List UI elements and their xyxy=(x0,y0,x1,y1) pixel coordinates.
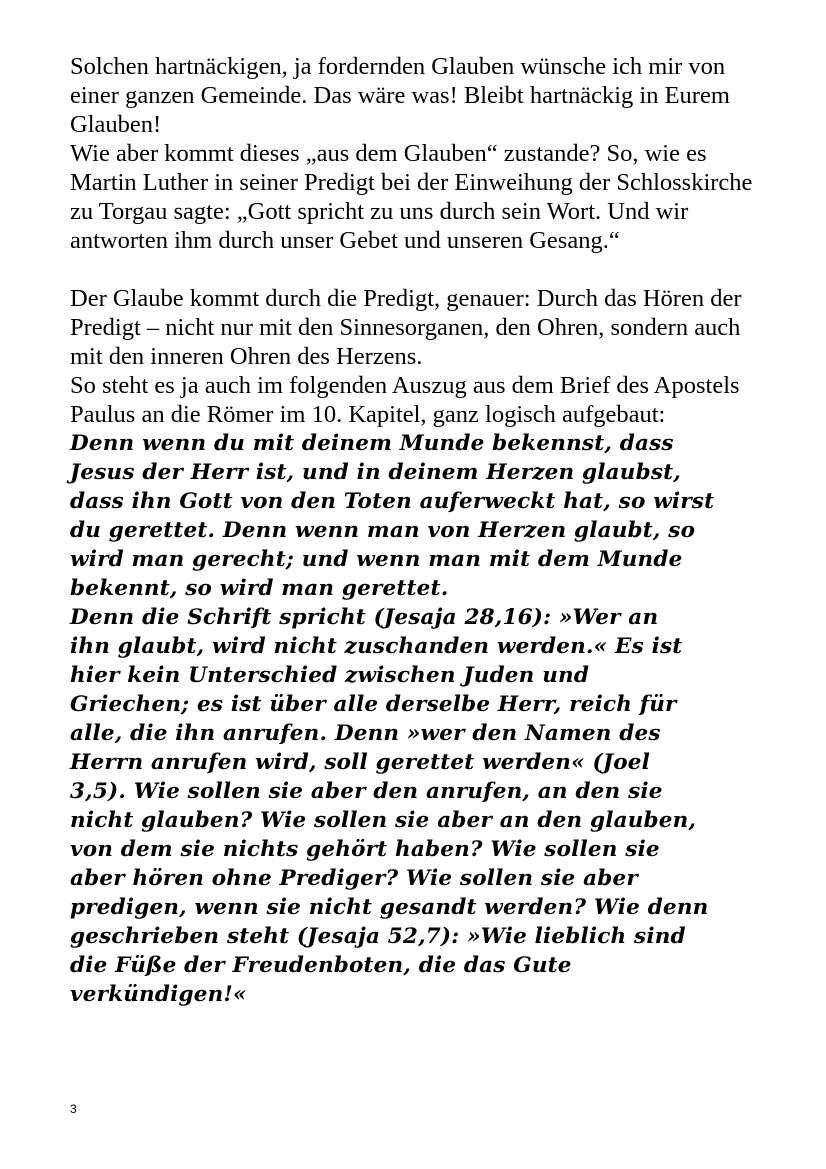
text-line: Predigt – nicht nur mit den Sinnesorganen, den Ohren, sondern auch xyxy=(70,314,741,341)
quote-line: die Füße der Freudenboten, die das Gute xyxy=(70,953,572,978)
quote-line: Griechen; es ist über alle derselbe Herr, reich für xyxy=(70,692,677,717)
quote-line: aber hören ohne Prediger? Wie sollen sie aber xyxy=(70,866,638,891)
quote-line: du gerettet. Denn wenn man von Herzen glaubt, so xyxy=(70,518,696,543)
text-line: Solchen hartnäckigen, ja fordernden Glauben wünsche ich mir von xyxy=(70,53,726,80)
quote-line: von dem sie nichts gehört haben? Wie sollen sie xyxy=(70,837,660,862)
quote-line: 3,5). Wie sollen sie aber den anrufen, an den sie xyxy=(70,779,663,804)
text-line: zu Torgau sagte: „Gott spricht zu uns durch sein Wort. Und wir xyxy=(70,198,689,225)
text-line: Paulus an die Römer im 10. Kapitel, ganz logisch aufgebaut: xyxy=(70,401,666,428)
page-content xyxy=(70,52,780,1009)
bible-quote xyxy=(70,429,780,1009)
quote-line: nicht glauben? Wie sollen sie aber an den glauben, xyxy=(70,808,697,833)
quote-line: bekennt, so wird man gerettet. xyxy=(70,576,449,601)
quote-line: Jesus der Herr ist, und in deinem Herzen glaubst, xyxy=(70,460,681,485)
quote-line: ihn glaubt, wird nicht zuschanden werden.« Es ist xyxy=(70,634,683,659)
quote-line: Herrn anrufen wird, soll gerettet werden« (Joel xyxy=(70,750,650,775)
text-line: mit den inneren Ohren des Herzens. xyxy=(70,343,423,370)
page-number: 3 xyxy=(70,1102,77,1116)
quote-line: predigen, wenn sie nicht gesandt werden? Wie denn xyxy=(70,895,709,920)
paragraph-preaching xyxy=(70,284,780,429)
text-line: antworten ihm durch unser Gebet und unseren Gesang.“ xyxy=(70,227,620,254)
quote-line: dass ihn Gott von den Toten auferweckt hat, so wirst xyxy=(70,489,715,514)
paragraph-spacer xyxy=(70,255,780,284)
quote-line: verkündigen!« xyxy=(70,982,247,1007)
text-line: Glauben! xyxy=(70,111,162,138)
quote-line: alle, die ihn anrufen. Denn »wer den Namen des xyxy=(70,721,661,746)
text-line: Wie aber kommt dieses „aus dem Glauben“ zustande? So, wie es xyxy=(70,140,707,167)
text-line: einer ganzen Gemeinde. Das wäre was! Bleibt hartnäckig in Eurem xyxy=(70,82,730,109)
paragraph-intro xyxy=(70,52,780,255)
quote-line: Denn wenn du mit deinem Munde bekennst, dass xyxy=(70,431,674,456)
quote-line: Denn die Schrift spricht (Jesaja 28,16): »Wer an xyxy=(70,605,659,630)
text-line: Der Glaube kommt durch die Predigt, genauer: Durch das Hören der xyxy=(70,285,742,312)
quote-line: hier kein Unterschied zwischen Juden und xyxy=(70,663,590,688)
text-line: Martin Luther in seiner Predigt bei der Einweihung der Schlosskirche xyxy=(70,169,753,196)
quote-line: wird man gerecht; und wenn man mit dem Munde xyxy=(70,547,683,572)
text-line: So steht es ja auch im folgenden Auszug aus dem Brief des Apostels xyxy=(70,372,740,399)
quote-line: geschrieben steht (Jesaja 52,7): »Wie lieblich sind xyxy=(70,924,686,949)
